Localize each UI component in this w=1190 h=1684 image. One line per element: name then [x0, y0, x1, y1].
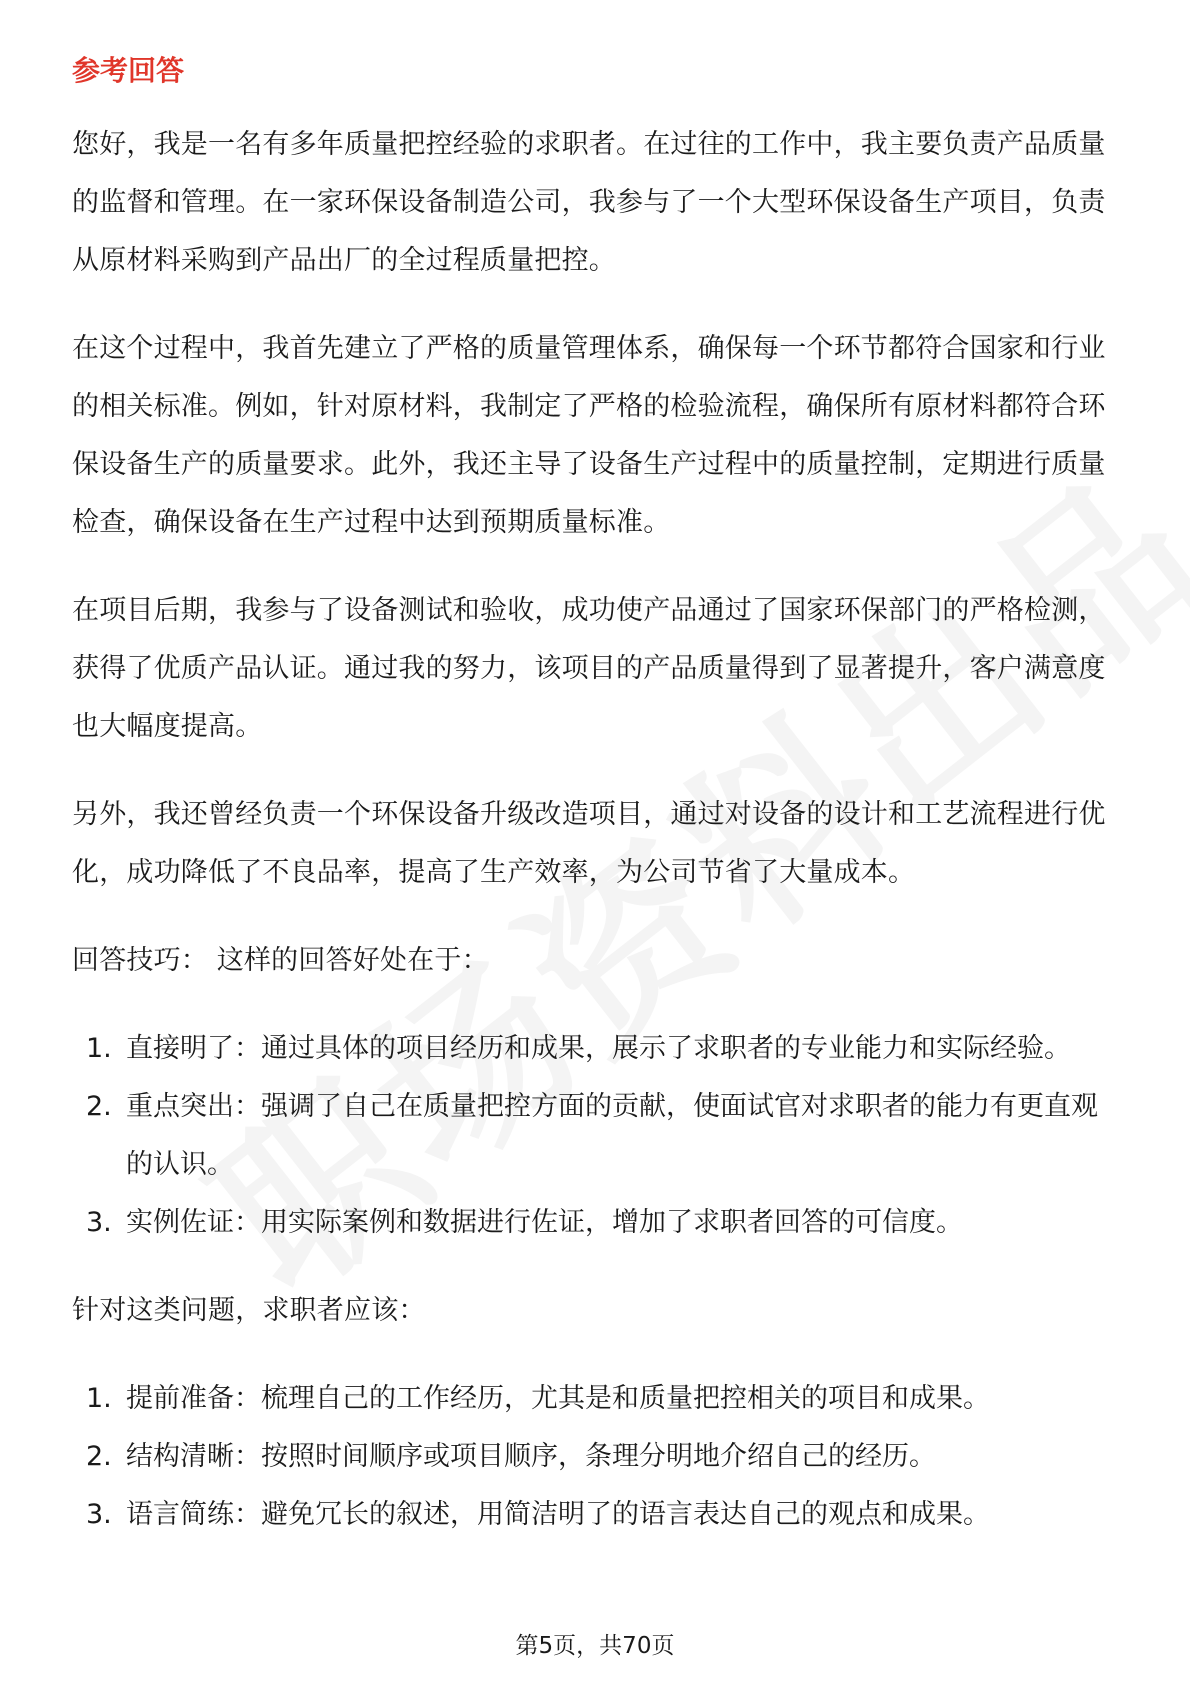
paragraph-upgrade: 另外，我还曾经负责一个环保设备升级改造项目，通过对设备的设计和工艺流程进行优化，成功降低了不良品率，提高了生产效率，为公司节省了大量成本。 [72, 799, 1106, 888]
list-item [72, 1020, 1118, 1078]
list-number: 1. [86, 1383, 112, 1414]
paragraph-results: 在项目后期，我参与了设备测试和验收，成功使产品通过了国家环保部门的严格检测，获得了优质产品认证。通过我的努力，该项目的产品质量得到了显著提升，客户满意度也大幅度提高。 [72, 595, 1106, 742]
list-number: 1. [86, 1033, 112, 1064]
paragraph-process: 在这个过程中，我首先建立了严格的质量管理体系，确保每一个环节都符合国家和行业的相关标准。例如，针对原材料，我制定了严格的检验流程，确保所有原材料都符合环保设备生产的质量要求。此外，我还主导了设备生产过程中的质量控制，定期进行质量检查，确保设备在生产过程中达到预期质量标准。 [72, 333, 1106, 538]
tips-intro: 回答技巧： 这样的回答好处在于： [72, 945, 489, 976]
list-item [72, 1078, 1118, 1194]
list-item [72, 1486, 1118, 1544]
list-text: 实例佐证：用实际案例和数据进行佐证，增加了求职者回答的可信度。 [126, 1207, 963, 1238]
list-text: 直接明了：通过具体的项目经历和成果，展示了求职者的专业能力和实际经验。 [126, 1033, 1071, 1064]
list-item [72, 1428, 1118, 1486]
advice-intro: 针对这类问题，求职者应该： [72, 1295, 426, 1326]
list-number: 3. [86, 1207, 112, 1238]
list-text: 提前准备：梳理自己的工作经历，尤其是和质量把控相关的项目和成果。 [126, 1383, 990, 1414]
list-number: 2. [86, 1091, 112, 1122]
advice-list [72, 1370, 1118, 1544]
list-text: 语言简练：避免冗长的叙述，用简洁明了的语言表达自己的观点和成果。 [126, 1499, 990, 1530]
list-number: 3. [86, 1499, 112, 1530]
tips-list [72, 1020, 1118, 1252]
list-text: 结构清晰：按照时间顺序或项目顺序，条理分明地介绍自己的经历。 [126, 1441, 936, 1472]
section-title: 参考回答 [72, 54, 185, 87]
list-number: 2. [86, 1441, 112, 1472]
list-item [72, 1370, 1118, 1428]
content-area [72, 50, 1118, 1574]
list-text: 重点突出：强调了自己在质量把控方面的贡献，使面试官对求职者的能力有更直观的认识。 [126, 1091, 1098, 1180]
page-number-footer: 第5页，共70页 [515, 1633, 675, 1659]
paragraph-intro: 您好，我是一名有多年质量把控经验的求职者。在过往的工作中，我主要负责产品质量的监督和管理。在一家环保设备制造公司，我参与了一个大型环保设备生产项目，负责从原材料采购到产品出厂的全过程质量把控。 [72, 129, 1106, 276]
list-item [72, 1194, 1118, 1252]
